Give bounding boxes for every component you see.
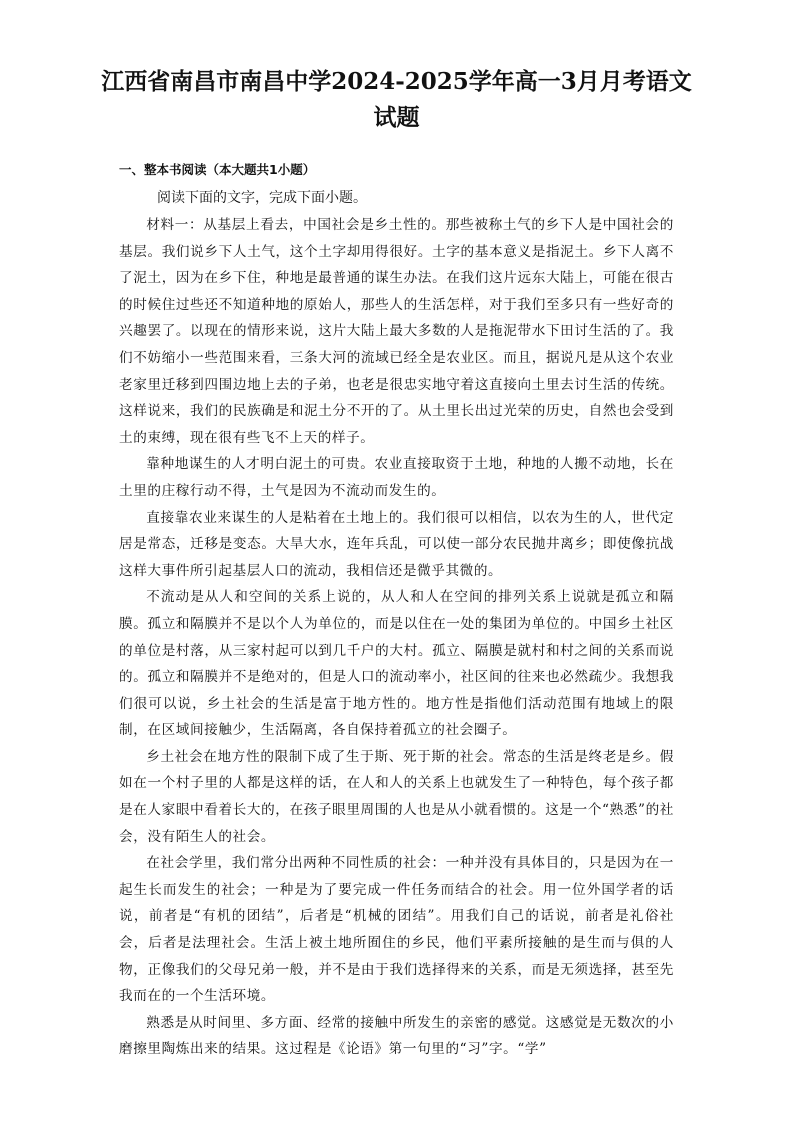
passage-paragraph: 直接靠农业来谋生的人是粘着在土地上的。我们很可以相信，以农为生的人，世代定居是常态，迁移是变态。大旱大水，连年兵乱，可以使一部分农民抛井离乡；即使像抗战这样大事件所引起基层人口的流动，我相信还是微乎其微的。 [119,509,674,579]
passage-paragraph: 靠种地谋生的人才明白泥土的可贵。农业直接取资于土地，种地的人搬不动地，长在土里的庄稼行动不得，土气是因为不流动而发生的。 [119,456,674,499]
passage-paragraph: 熟悉是从时间里、多方面、经常的接触中所发生的亲密的感觉。这感觉是无数次的小磨擦里陶炼出来的结果。这过程是《论语》第一句里的“习”字。“学” [119,1014,674,1058]
document-title: 江西省南昌市南昌中学2024-2025学年高一3月月考语文试题 [101,68,692,131]
reading-instruction: 阅读下面的文字，完成下面小题。 [157,190,367,206]
passage-paragraph: 材料一：从基层上看去，中国社会是乡土性的。那些被称土气的乡下人是中国社会的基层。我们说乡下人土气，这个土字却用得很好。土字的基本意义是指泥土。乡下人离不了泥土，因为在乡下住，种地是最普通的谋生办法。在我们这片远东大陆上，可能在很古的时候住过些还不知道种地的原始人，那些人的生活怎样，对于我们至多只有一些好奇的兴趣罢了。以现在的情形来说，这片大陆上最大多数的人是拖泥带水下田讨生活的了。我们不妨缩小一些范围来看，三条大河的流域已经全是农业区。而且，据说凡是从这个农业老家里迁移到四围边地上去的子弟，也老是很忠实地守着这直接向土里去讨生活的传统。这样说来，我们的民族确是和泥土分不开的了。从土里长出过光荣的历史，自然也会受到土的束缚，现在很有些飞不上天的样子。 [119,217,674,446]
passage-paragraph: 在社会学里，我们常分出两种不同性质的社会：一种并没有具体目的，只是因为在一起生长而发生的社会；一种是为了要完成一件任务而结合的社会。用一位外国学者的话说，前者是“有机的团结”，后者是“机械的团结”。用我们自己的话说，前者是礼俗社会，后者是法理社会。生活上被土地所囿住的乡民，他们平素所接触的是生而与俱的人物，正像我们的父母兄弟一般，并不是由于我们选择得来的关系，而是无须选择，甚至先我而在的一个生活环境。 [119,855,674,1005]
reading-passage [119,212,674,1063]
passage-paragraph: 乡土社会在地方性的限制下成了生于斯、死于斯的社会。常态的生活是终老是乡。假如在一个村子里的人都是这样的话，在人和人的关系上也就发生了一种特色，每个孩子都是在人家眼中看着长大的，在孩子眼里周围的人也是从小就看惯的。这是一个“熟悉”的社会，没有陌生人的社会。 [119,748,674,845]
section-heading: 一、整本书阅读（本大题共1小题） [119,162,316,177]
passage-paragraph: 不流动是从人和空间的关系上说的，从人和人在空间的排列关系上说就是孤立和隔膜。孤立和隔膜并不是以个人为单位的，而是以住在一处的集团为单位的。中国乡土社区的单位是村落，从三家村起可以到几千户的大村。孤立、隔膜是就村和村之间的关系而说的。孤立和隔膜并不是绝对的，但是人口的流动率小，社区间的往来也必然疏少。我想我们很可以说，乡土社会的生活是富于地方性的。地方性是指他们活动范围有地域上的限制，在区域间接触少，生活隔离，各自保持着孤立的社会圈子。 [119,589,674,739]
